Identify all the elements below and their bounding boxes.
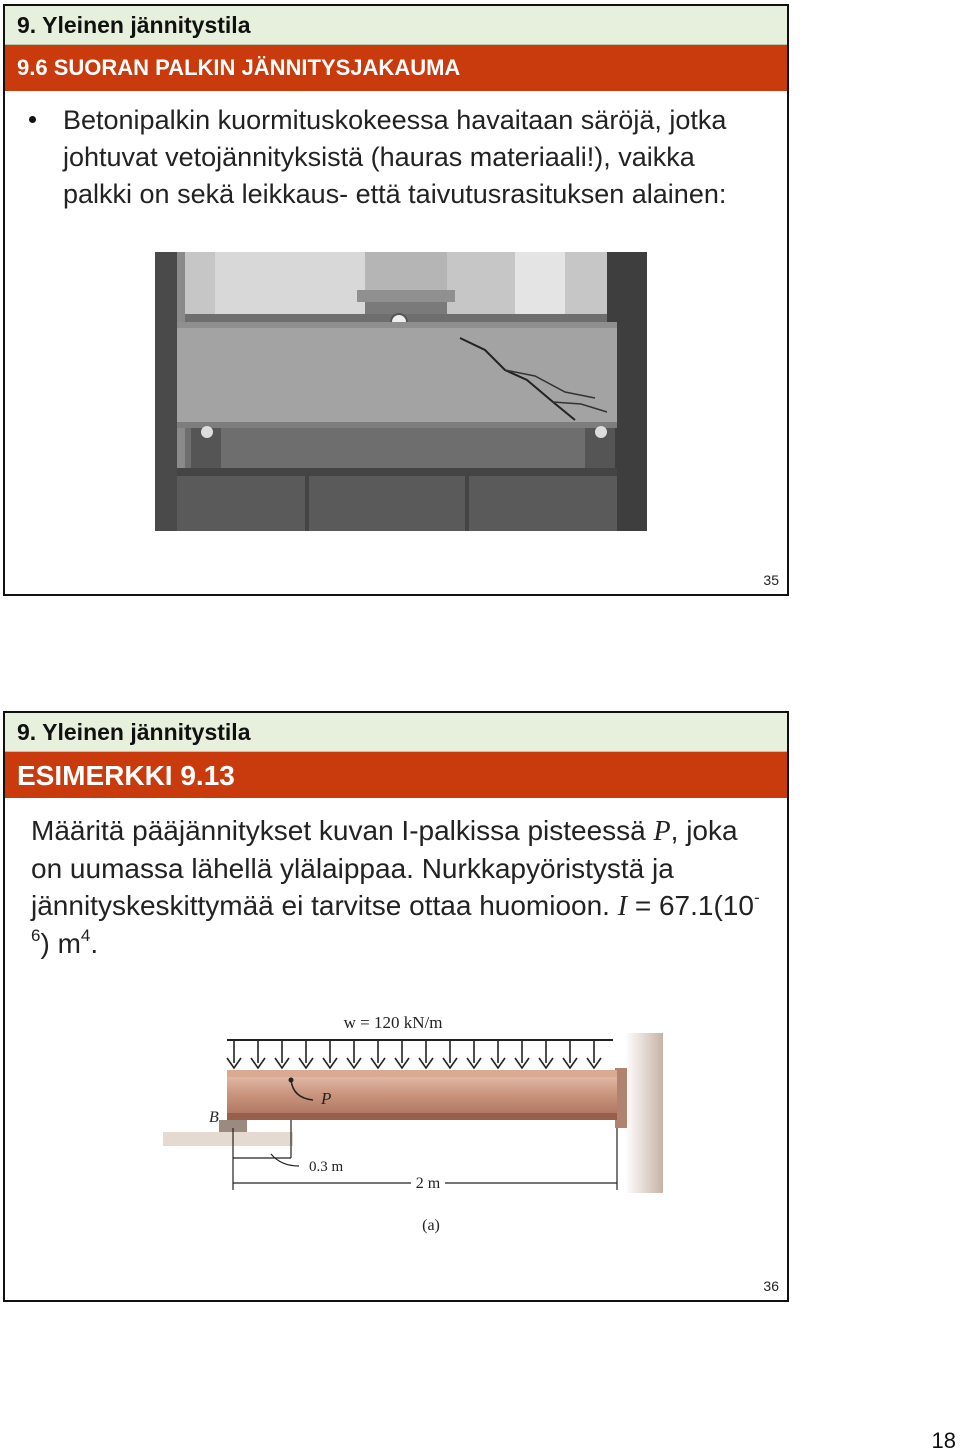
distributed-load-arrows bbox=[227, 1040, 613, 1068]
slide-number: 36 bbox=[763, 1278, 779, 1294]
inertia-unit: ) m bbox=[40, 928, 81, 959]
slide-header: 9. Yleinen jännitystila bbox=[17, 12, 251, 38]
inertia-end: . bbox=[90, 928, 99, 959]
point-label: P bbox=[321, 1089, 332, 1108]
dim-small-label: 0.3 m bbox=[309, 1159, 344, 1175]
figure-caption: (a) bbox=[422, 1217, 440, 1234]
slide-header-bar bbox=[5, 6, 787, 45]
slide-subheader: 9.6 SUORAN PALKIN JÄNNITYSJAKAUMA bbox=[17, 55, 461, 80]
cantilever-beam-diagram bbox=[163, 1008, 663, 1240]
bullet-text: Betonipalkin kuormituskokeessa havaitaan säröjä, jotka johtuvat vetojännityksistä (hauras materiaali!), vaikka palkki on sekä leikkaus- että taivutusrasituksen alainen: bbox=[63, 105, 727, 209]
example-text-part2: , joka on uumassa lähellä ylälaippaa. Nurkkapyöristystä ja jännityskeskittymää ei tarvitse ottaa huomioon. bbox=[31, 815, 738, 921]
slide-subheader-bar bbox=[5, 752, 787, 798]
example-text-part1: Määritä pääjännitykset kuvan I-palkissa pisteessä bbox=[31, 815, 654, 846]
slide-number: 35 bbox=[763, 572, 779, 588]
dim-span-label: 2 m bbox=[415, 1175, 441, 1192]
inertia-symbol: I bbox=[617, 891, 628, 922]
i-beam bbox=[227, 1070, 617, 1120]
point-symbol: P bbox=[653, 816, 671, 847]
example-text bbox=[31, 812, 771, 962]
slide-35 bbox=[3, 4, 789, 596]
slide-subheader-bar bbox=[5, 45, 787, 91]
support-label: B bbox=[209, 1109, 219, 1126]
concrete-beam-test-photo bbox=[155, 252, 647, 531]
slide-header-bar bbox=[5, 713, 787, 752]
load-label: w = 120 kN/m bbox=[343, 1013, 443, 1032]
slide-36 bbox=[3, 711, 789, 1302]
inertia-unit-exponent: 4 bbox=[80, 926, 91, 945]
fixed-wall bbox=[625, 1033, 663, 1193]
inertia-exponent: -6 bbox=[31, 888, 760, 945]
inertia-equation: = 67.1(10 bbox=[627, 890, 754, 921]
bullet-icon bbox=[29, 116, 36, 123]
slide-header: 9. Yleinen jännitystila bbox=[17, 719, 251, 745]
slide-subheader: ESIMERKKI 9.13 bbox=[17, 760, 235, 791]
page-number: 18 bbox=[931, 1428, 956, 1453]
